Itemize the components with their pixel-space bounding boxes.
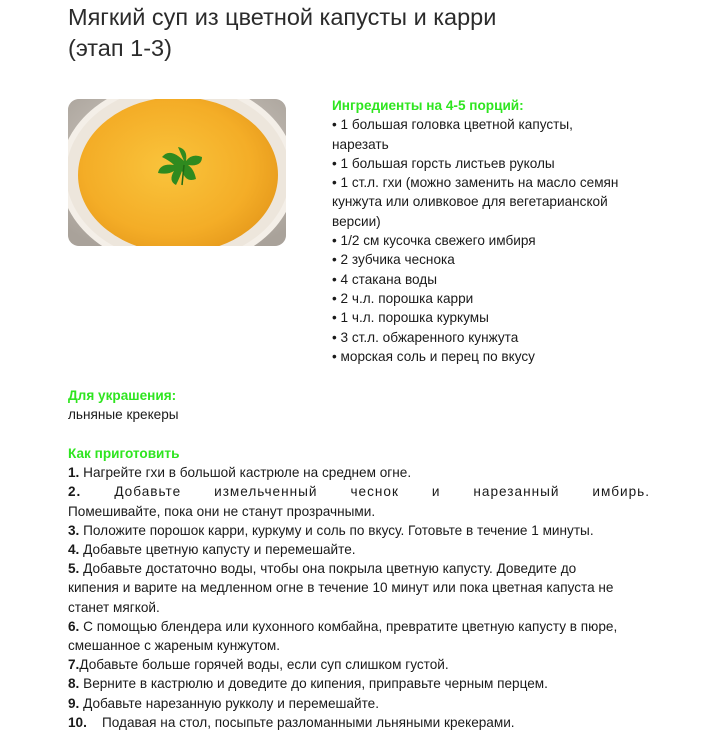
step-number: 1. — [68, 465, 80, 481]
step-text: Верните в кастрюлю и доведите до кипения, приправьте черным перцем. — [83, 676, 548, 692]
step-text: Добавьте нарезанную рукколу и перемешайте. — [83, 695, 380, 711]
garnish-heading: Для украшения: — [68, 388, 177, 403]
howto-section — [68, 444, 650, 732]
step-number: 4. — [68, 542, 80, 558]
step-number: 2. — [68, 484, 82, 500]
step-item — [68, 713, 650, 732]
steps-list — [68, 463, 650, 732]
step-text: С помощью блендера или кухонного комбайна, превратите цветную капусту в пюре, — [83, 618, 618, 634]
ingredient-line: • 2 зубчика чеснока — [332, 252, 455, 268]
step-number: 3. — [68, 522, 80, 538]
step-text: Добавьте измельченный чеснок и нарезанный имбирь. — [114, 484, 651, 500]
step-item — [68, 617, 650, 655]
ingredient-line: • 1 ч.л. порошка куркумы — [332, 310, 489, 326]
howto-heading: Как приготовить — [68, 446, 180, 461]
ingredients-section — [332, 96, 672, 366]
step-text: Добавьте цветную капусту и перемешайте. — [83, 542, 356, 558]
step-number: 6. — [68, 618, 80, 634]
recipe-title-line-1: Мягкий суп из цветной капусты и карри — [68, 4, 497, 30]
ingredient-line: • морская соль и перец по вкусу — [332, 348, 535, 364]
step-item — [68, 540, 650, 559]
step-item — [68, 559, 650, 617]
step-number: 9. — [68, 695, 80, 711]
ingredient-line: версии) — [332, 213, 381, 229]
ingredient-line: • 1 ст.л. гхи (можно заменить на масло семян — [332, 175, 619, 191]
step-text: Помешивайте, пока они не станут прозрачными. — [68, 503, 376, 519]
ingredient-line: • 1 большая горсть листьев руколы — [332, 155, 555, 171]
garnish-section — [68, 386, 668, 424]
step-number: 10. — [68, 714, 87, 730]
step-text: Добавьте достаточно воды, чтобы она покрыла цветную капусту. Доведите до — [83, 561, 577, 577]
step-text-justified — [68, 482, 650, 501]
ingredient-line: нарезать — [332, 136, 389, 152]
step-text: Подавая на стол, посыпьте разломанными льняными крекерами. — [102, 714, 515, 730]
recipe-title-line-2: (этап 1-3) — [68, 35, 172, 61]
step-text: смешанное с жареным кунжутом. — [68, 638, 281, 654]
ingredient-line: • 3 ст.л. обжаренного кунжута — [332, 329, 519, 345]
step-number: 8. — [68, 676, 80, 692]
step-text: Положите порошок карри, куркуму и соль по вкусу. Готовьте в течение 1 минуты. — [83, 522, 594, 538]
step-text: Нагрейте гхи в большой кастрюле на среднем огне. — [83, 465, 412, 481]
step-item — [68, 655, 650, 674]
step-item — [68, 674, 650, 693]
ingredient-line: • 2 ч.л. порошка карри — [332, 290, 474, 306]
ingredient-line: • 1/2 см кусочка свежего имбиря — [332, 233, 536, 249]
ingredients-heading: Ингредиенты на 4-5 порций: — [332, 98, 524, 113]
ingredients-list — [332, 115, 672, 366]
recipe-title — [68, 2, 688, 64]
step-text: станет мягкой. — [68, 599, 160, 615]
step-item — [68, 463, 650, 482]
step-item — [68, 694, 650, 713]
step-number: 7. — [68, 657, 80, 673]
ingredient-line: • 1 большая головка цветной капусты, — [332, 117, 573, 133]
garnish-text: льняные крекеры — [68, 407, 179, 422]
soup-photo — [68, 99, 286, 246]
step-item — [68, 482, 650, 520]
step-text: Добавьте больше горячей воды, если суп слишком густой. — [79, 657, 449, 673]
step-number: 5. — [68, 561, 80, 577]
soup-bowl-image — [68, 99, 286, 246]
step-item — [68, 521, 650, 540]
step-text: кипения и варите на медленном огне в течение 10 минут или пока цветная капуста не — [68, 580, 614, 596]
ingredient-line: кунжута или оливковое для вегетарианской — [332, 194, 608, 210]
ingredient-line: • 4 стакана воды — [332, 271, 437, 287]
